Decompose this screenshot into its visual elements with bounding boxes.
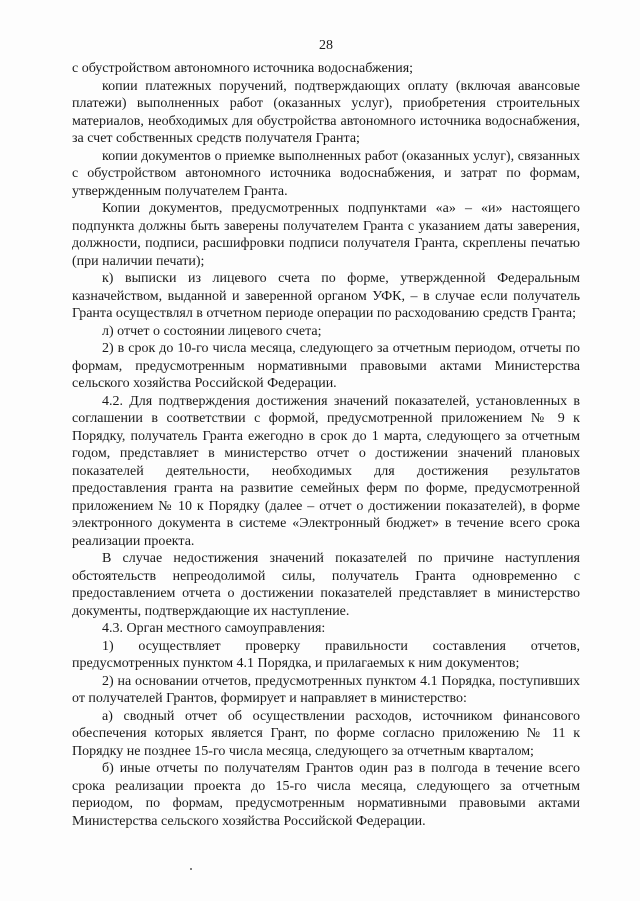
paragraph: В случае недостижения значений показателей по причине наступления обстоятельств непреодолимой силы, получатель Гранта одновременно с предоставлением отчета о достижении показателей представляет в министерство документы, подтверждающие их наступление. bbox=[72, 551, 580, 619]
paragraph: Копии документов, предусмотренных подпунктами «а» – «и» настоящего подпункта должны быть заверены получателем Гранта с указанием даты заверения, должности, подписи, расшифровки подписи получателя Гранта, скреплены печатью (при наличии печати); bbox=[72, 201, 580, 269]
paragraph: 2) в срок до 10-го числа месяца, следующего за отчетным периодом, отчеты по формам, предусмотренным нормативными правовыми актами Министерства сельского хозяйства Российской Федерации. bbox=[72, 341, 580, 391]
paragraph: 1) осуществляет проверку правильности составления отчетов, предусмотренных пунктом 4.1 Порядка, и прилагаемых к ним документов; bbox=[72, 638, 580, 671]
paragraph: копии документов о приемке выполненных работ (оказанных услуг), связанных с обустройством автономного источника водоснабжения, и затрат по формам, утвержденным получателем Гранта. bbox=[72, 148, 580, 199]
paragraph: а) сводный отчет об осуществлении расходов, источником финансового обеспечения которых является Грант, по форме согласно приложению № 11 к Порядку не позднее 15-го числа месяца, следующего за отчетным кварталом; bbox=[72, 708, 580, 759]
paragraph: б) иные отчеты по получателям Грантов один раз в полгода в течение всего срока реализации проекта до 15-го числа месяца, следующего за отчетным периодом, по формам, предусмотренным нормативными правовыми актами Министерства сельского хозяйства Российской Федерации. bbox=[72, 761, 580, 829]
paragraph: 2) на основании отчетов, предусмотренных пунктом 4.1 Порядка, поступивших от получателей Грантов, формирует и направляет в министерство: bbox=[72, 673, 580, 706]
paragraph: копии платежных поручений, подтверждающих оплату (включая авансовые платежи) выполненных работ (оказанных услуг), приобретения строительных материалов, необходимых для обустройства автономного источника водоснабжения, за счет собственных средств получателя Гранта; bbox=[72, 78, 580, 146]
scan-speck bbox=[190, 868, 192, 870]
document-body bbox=[72, 60, 580, 830]
paragraph: к) выписки из лицевого счета по форме, утвержденной Федеральным казначейством, выданной и заверенной органом УФК, – в случае если получатель Гранта осуществлял в отчетном периоде операции по расходованию средств Гранта; bbox=[72, 271, 580, 321]
paragraph: с обустройством автономного источника водоснабжения; bbox=[72, 61, 414, 76]
page-number: 28 bbox=[319, 38, 333, 53]
paragraph: 4.2. Для подтверждения достижения значений показателей, установленных в соглашении в соответствии с формой, предусмотренной приложением № 9 к Порядку, получатель Гранта ежегодно в срок до 1 марта, следующего за отчетным годом, представляет в министерство отчет о достижении значений плановых показателей деятельности, необходимых для достижения результатов предоставления гранта на развитие семейных ферм по форме, предусмотренной приложением № 10 к Порядку (далее – отчет о достижении показателей), в форме электронного документа в системе «Электронный бюджет» в течение всего срока реализации проекта. bbox=[72, 393, 580, 549]
paragraph: 4.3. Орган местного самоуправления: bbox=[102, 621, 326, 636]
paragraph: л) отчет о состоянии лицевого счета; bbox=[102, 323, 322, 339]
